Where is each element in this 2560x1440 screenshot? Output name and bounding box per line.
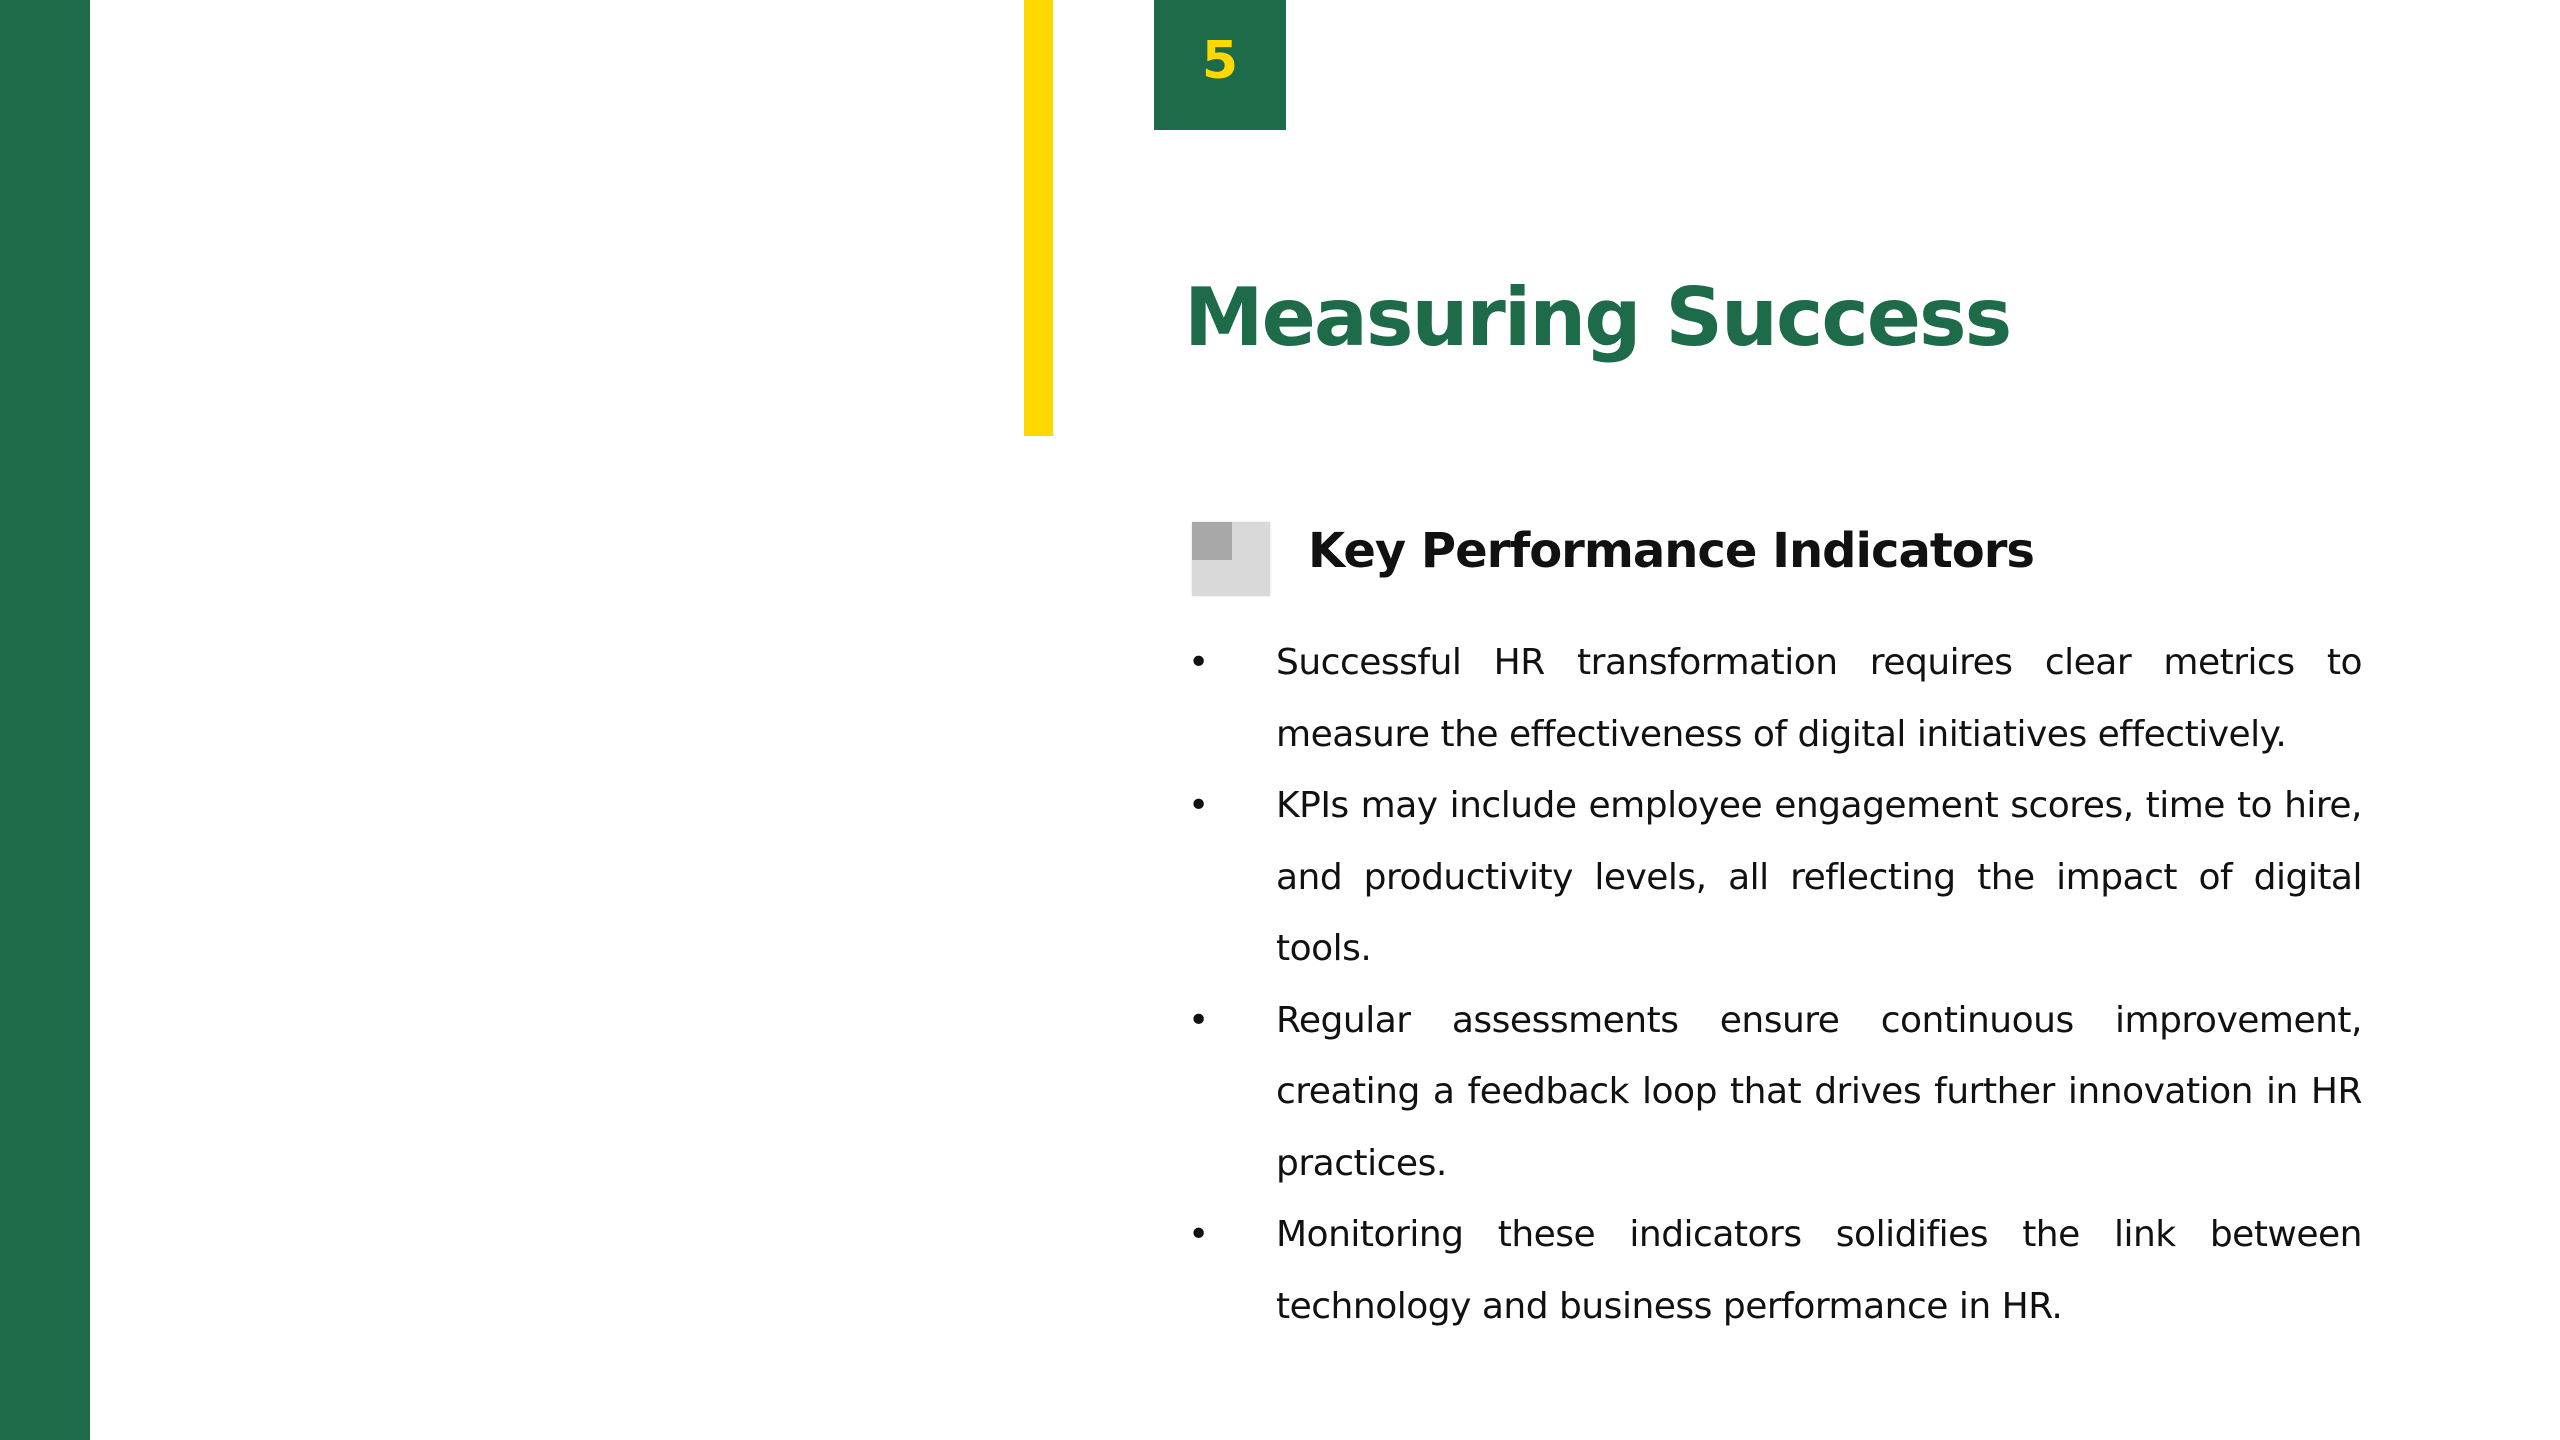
section-heading: Key Performance Indicators <box>1308 523 2034 579</box>
bullet-text: Regular assessments ensure continuous improvement, creating a feedback loop that drives further innovation in HR practices. <box>1276 999 2362 1184</box>
slide-title: Measuring Success <box>1184 271 2011 364</box>
bullet-list <box>1180 627 2362 1342</box>
bullet-marker: • <box>1188 785 1209 826</box>
list-item <box>1180 770 2362 985</box>
bullet-marker: • <box>1188 1214 1209 1255</box>
bullet-text: Monitoring these indicators solidifies the link between technology and business performance in HR. <box>1276 1214 2362 1327</box>
bullet-marker: • <box>1188 999 1209 1041</box>
stacked-squares-icon <box>1188 518 1272 598</box>
bullet-marker: • <box>1188 642 1209 683</box>
page-number: 5 <box>1201 31 1239 91</box>
list-item <box>1180 985 2362 1200</box>
icon-front-square <box>1192 522 1232 560</box>
bullet-text: KPIs may include employee engagement scores, time to hire, and productivity levels, all reflecting the impact of digital tools. <box>1276 785 2362 969</box>
list-item <box>1180 1199 2362 1342</box>
bullet-text: Successful HR transformation requires clear metrics to measure the effectiveness of digital initiatives effectively. <box>1276 642 2362 755</box>
list-item <box>1180 627 2362 770</box>
left-accent-bar <box>0 0 90 1440</box>
yellow-accent-bar <box>1024 0 1053 436</box>
page-number-badge <box>1154 0 1286 130</box>
